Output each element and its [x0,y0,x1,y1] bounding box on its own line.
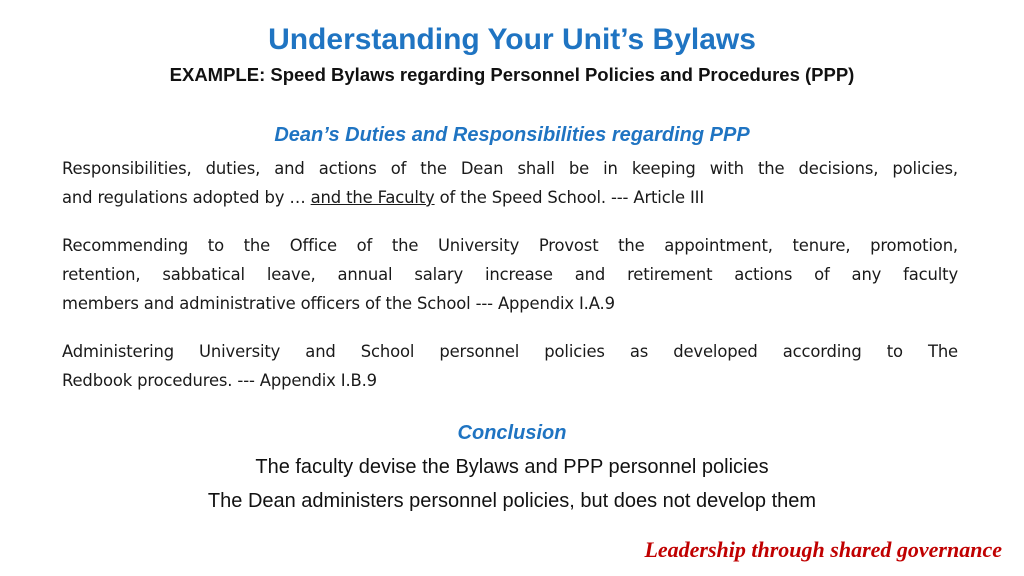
paragraph-administering [62,337,958,395]
slide-subtitle: EXAMPLE: Speed Bylaws regarding Personnel Policies and Procedures (PPP) [169,64,855,85]
text-segment: and regulations adopted by … [62,188,311,207]
paragraph-line: Administering University and School personnel policies as developed according to The [62,342,958,361]
conclusion-line: The faculty devise the Bylaws and PPP personnel policies [255,456,769,478]
tagline: Leadership through shared governance [644,537,1002,562]
slide-title: Understanding Your Unit’s Bylaws [268,23,756,56]
paragraph-line: Responsibilities, duties, and actions of the Dean shall be in keeping with the decisions, policies, [62,159,958,178]
section-heading: Dean’s Duties and Responsibilities regarding PPP [274,124,750,146]
paragraph-line: members and administrative officers of the School --- Appendix I.A.9 [62,294,615,313]
paragraph-line: retention, sabbatical leave, annual salary increase and retirement actions of any faculty [62,265,958,284]
conclusion-heading: Conclusion [457,422,567,444]
underlined-text: and the Faculty [310,188,435,207]
paragraph-line: Redbook procedures. --- Appendix I.B.9 [62,371,377,390]
paragraph-dean-responsibilities [62,154,958,212]
paragraph-recommending [62,231,958,318]
paragraph-line [62,183,958,212]
paragraph-line: Recommending to the Office of the University Provost the appointment, tenure, promotion, [62,236,958,255]
text-segment: of the Speed School. --- Article III [434,188,705,207]
conclusion-line: The Dean administers personnel policies, but does not develop them [207,490,817,512]
